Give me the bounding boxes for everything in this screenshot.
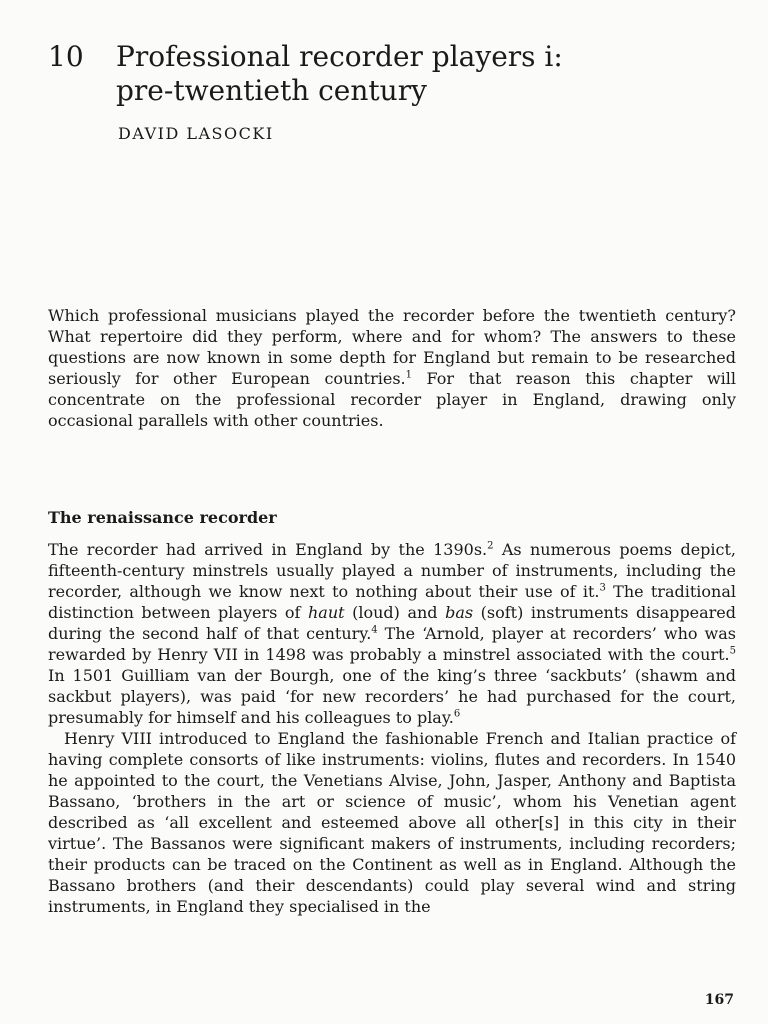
page-number: 167 <box>704 992 734 1008</box>
section-heading: The renaissance recorder <box>48 508 277 527</box>
footnote-marker[interactable]: 6 <box>453 708 461 720</box>
footnote-marker[interactable]: 5 <box>729 645 736 657</box>
footnote-marker[interactable]: 4 <box>371 624 378 636</box>
text-run: The traditional distinction between players of <box>48 582 736 622</box>
italic-term: haut <box>307 603 345 622</box>
text-run: (loud) and <box>344 603 446 622</box>
body-paragraph: Henry VIII introduced to England the fashionable French and Italian practice of having complete consorts of like instruments: violins, flutes and recorders. In 1540 he appointed to the court, the Venetians Alvise, John, Jasper, Anthony and Baptista Bassano, ‘brothers in the art or science of music’, whom his Venetian agent described as ‘all excellent and esteemed above all other[s] in this city in their virtue’. The Bassanos were significant makers of instruments, including recorders; their products can be traced on the Continent as well as in England. Although the Bassano brothers (and their descendants) could play several wind and string instruments, in England they specialised in the <box>48 729 736 916</box>
section-body <box>48 539 736 917</box>
intro-text: Which professional musicians played the recorder before the twentieth century? What repertoire did they perform, where and for whom? The answers to these questions are now known in some depth for England but remain to be researched seriously for other European countries. <box>48 306 736 388</box>
text-run: (soft) instruments disappeared during the second half of that century. <box>48 603 736 643</box>
chapter-number: 10 <box>48 40 84 73</box>
chapter-title: Professional recorder players i: pre-twentieth century <box>116 40 563 107</box>
intro-paragraph <box>48 305 736 431</box>
footnote-marker[interactable]: 1 <box>405 369 412 381</box>
chapter-header <box>48 40 728 108</box>
footnote-marker[interactable]: 2 <box>487 540 494 552</box>
italic-term: bas <box>445 603 474 622</box>
text-run: As numerous poems depict, fifteenth-century minstrels usually played a number of instruments, including the recorder, although we know next to nothing about their use of it. <box>48 540 736 601</box>
author-name: DAVID LASOCKI <box>118 124 274 143</box>
text-run: In 1501 Guilliam van der Bourgh, one of the king’s three ‘sackbuts’ (shawm and sackbut players), was paid ‘for new recorders’ he had purchased for the court, presumably for himself and his colleagues to play. <box>48 666 736 727</box>
text-run: The ‘Arnold, player at recorders’ who was rewarded by Henry VII in 1498 was probably a minstrel associated with the court. <box>48 624 736 664</box>
text-run: The recorder had arrived in England by the 1390s. <box>48 540 488 559</box>
intro-text-continued: For that reason this chapter will concentrate on the professional recorder player in England, drawing only occasional parallels with other countries. <box>48 369 737 430</box>
footnote-marker[interactable]: 3 <box>599 582 606 594</box>
body-paragraph <box>48 539 736 728</box>
